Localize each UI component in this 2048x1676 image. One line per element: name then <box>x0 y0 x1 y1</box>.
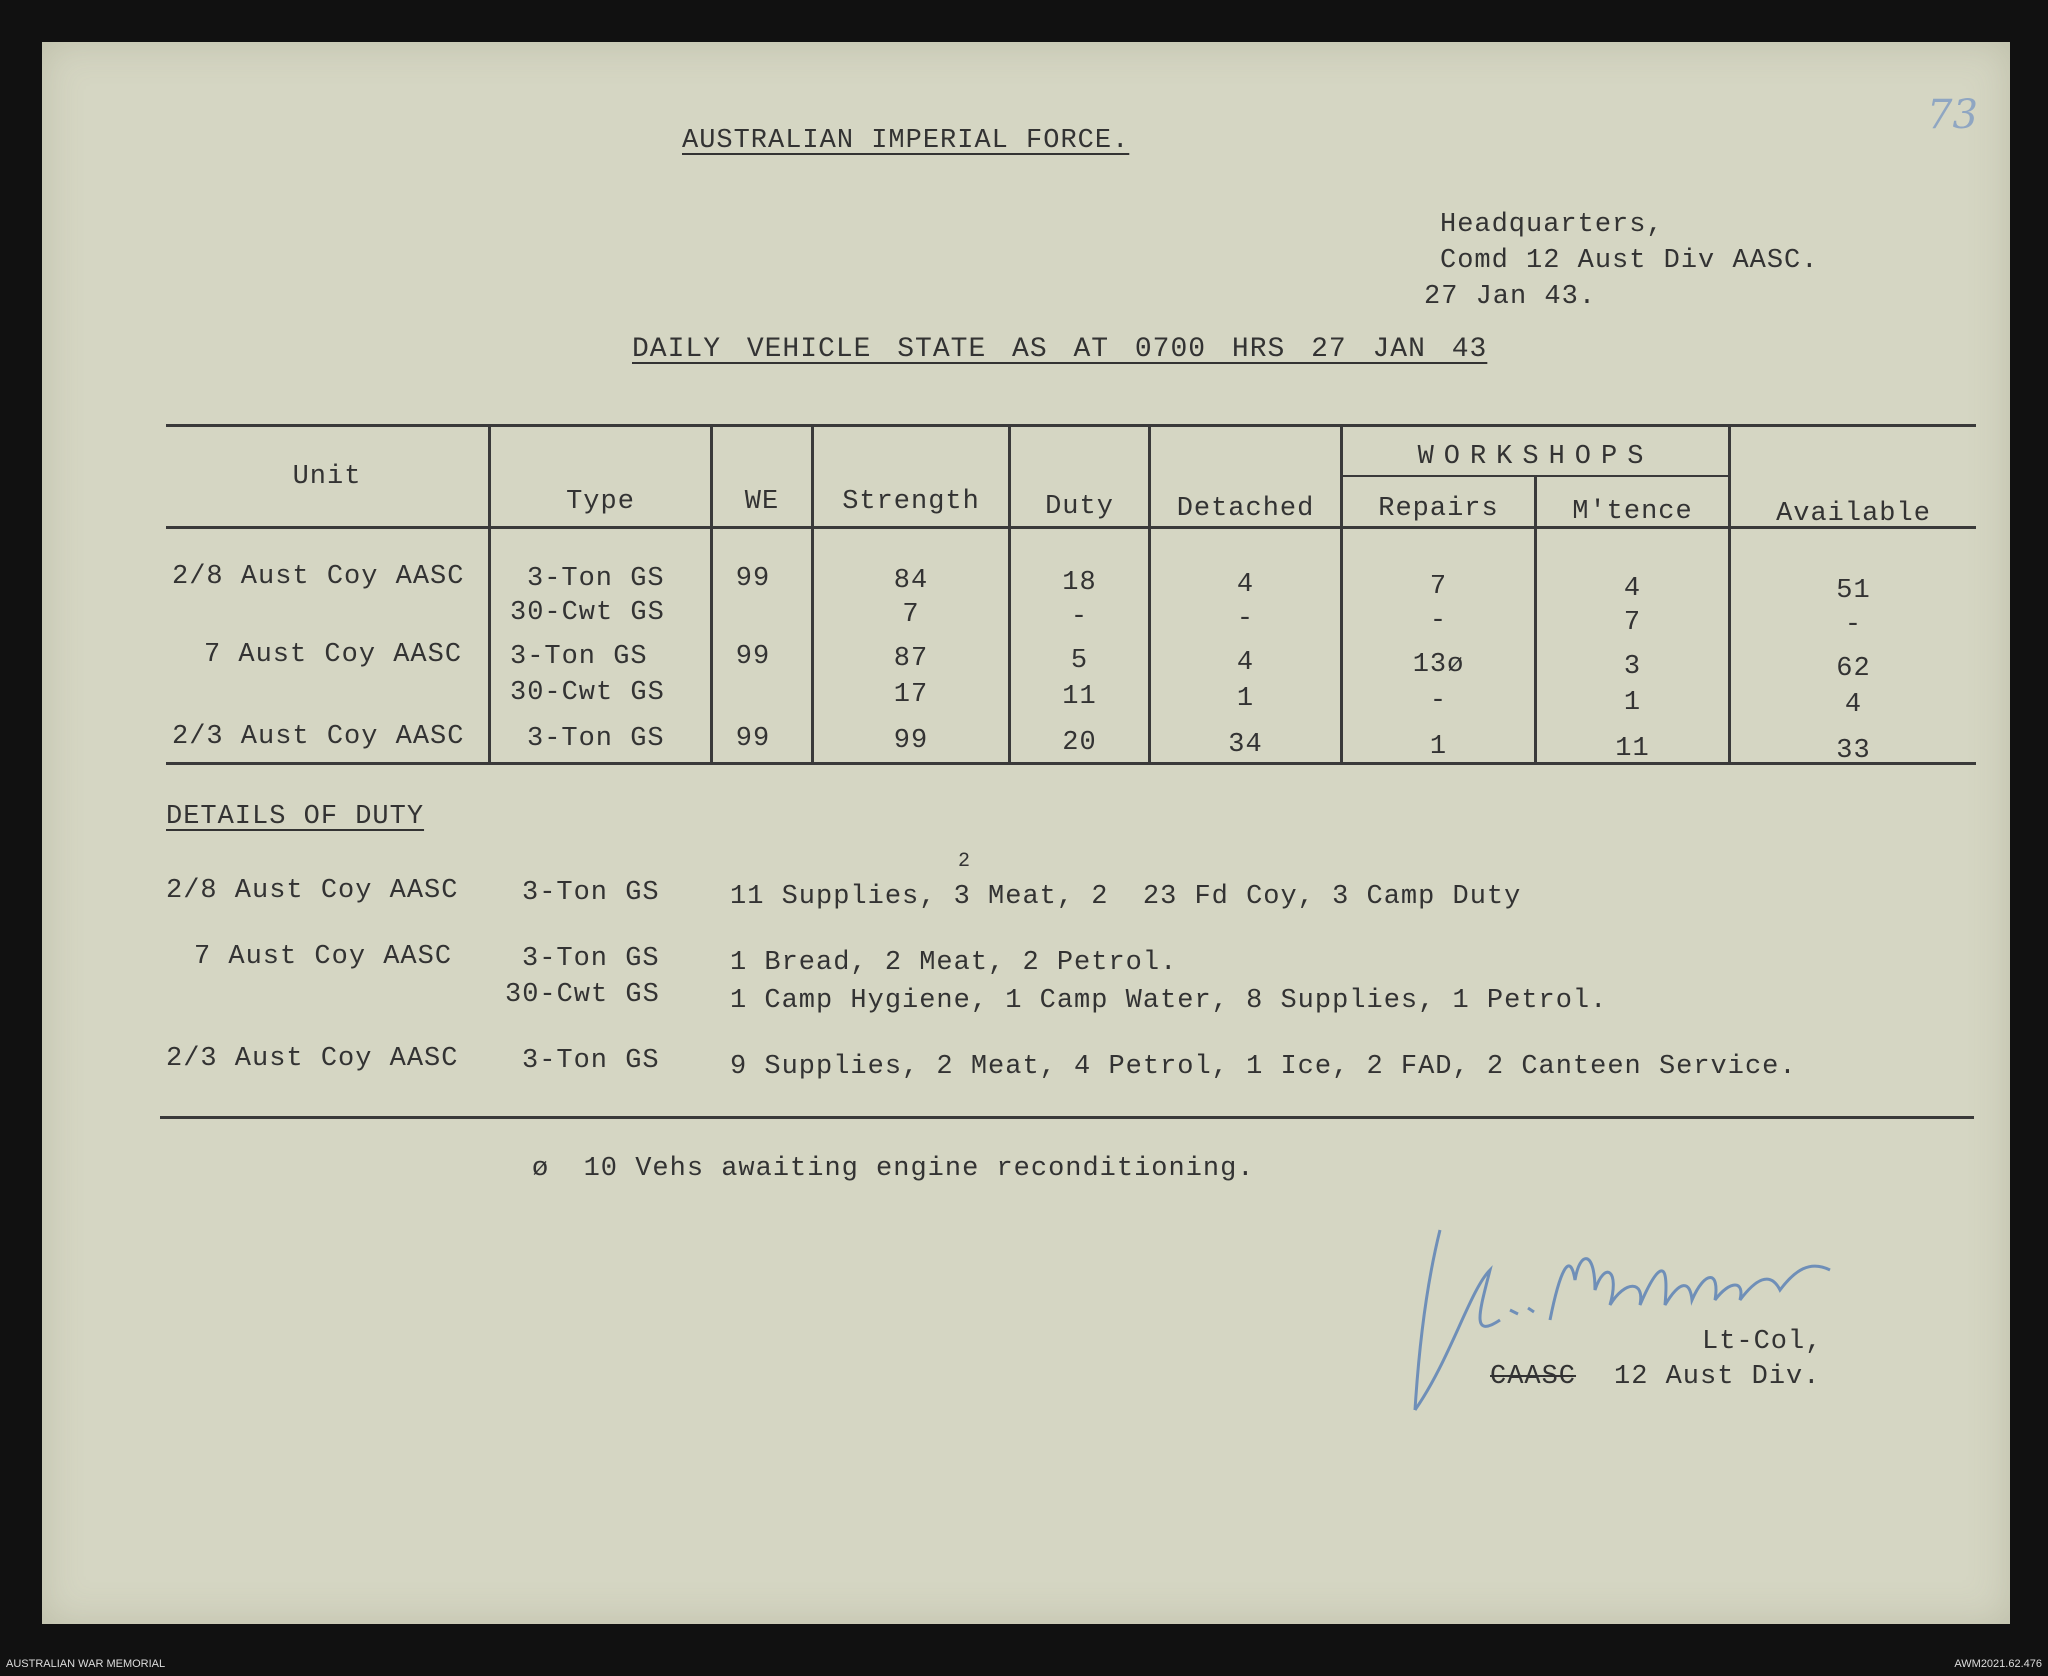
header-available: Available <box>1776 499 1931 529</box>
row-detached: 34 <box>1228 730 1263 760</box>
details-text: 1 Bread, 2 Meat, 2 Petrol. <box>730 948 1178 978</box>
row-available: 4 <box>1844 690 1863 720</box>
address-line-2: Comd 12 Aust Div AASC. <box>1440 246 1819 276</box>
details-heading: DETAILS OF DUTY <box>166 802 425 832</box>
details-type: 3-Ton GS <box>522 878 660 908</box>
row-available: 33 <box>1836 736 1871 766</box>
row-unit: 7 Aust Coy AASC <box>204 640 463 670</box>
row-type: 3-Ton GS <box>527 564 665 594</box>
row-strength: 87 <box>893 644 929 674</box>
document-title: AUSTRALIAN IMPERIAL FORCE. <box>682 126 1130 156</box>
signature-appointment: CAASC <box>1490 1362 1577 1392</box>
details-text: 9 Supplies, 2 Meat, 4 Petrol, 1 Ice, 2 FAD, 2 Canteen Service. <box>730 1052 1797 1082</box>
row-detached: 4 <box>1236 570 1255 600</box>
row-mtence: 1 <box>1623 688 1642 718</box>
row-repairs: - <box>1429 606 1448 636</box>
row-strength: 7 <box>902 600 920 630</box>
header-detached: Detached <box>1176 494 1315 524</box>
address-date: 27 Jan 43. <box>1424 282 1597 312</box>
row-duty: 20 <box>1062 728 1097 758</box>
details-bottom-rule <box>160 1116 1974 1119</box>
row-duty: 18 <box>1062 568 1097 598</box>
row-repairs: 13ø <box>1412 650 1465 680</box>
row-duty: 11 <box>1062 682 1097 712</box>
details-text: 11 Supplies, 3 Meat, 2 23 Fd Coy, 3 Camp Duty <box>730 882 1522 912</box>
row-mtence: 7 <box>1623 608 1642 638</box>
header-repairs: Repairs <box>1378 494 1499 524</box>
footnote: ø 10 Vehs awaiting engine reconditioning. <box>532 1154 1255 1184</box>
row-available: 51 <box>1836 576 1871 606</box>
details-type: 3-Ton GS <box>522 944 660 974</box>
row-detached: 1 <box>1236 684 1255 714</box>
row-mtence: 11 <box>1615 734 1650 764</box>
row-repairs: 7 <box>1429 572 1448 602</box>
row-mtence: 3 <box>1623 652 1642 682</box>
header-type: Type <box>566 487 635 517</box>
row-available: - <box>1844 610 1863 640</box>
row-unit: 2/8 Aust Coy AASC <box>172 562 465 592</box>
row-type: 30-Cwt GS <box>510 598 665 628</box>
header-unit: Unit <box>292 462 362 492</box>
row-repairs: 1 <box>1429 732 1448 762</box>
row-we: 99 <box>735 642 771 672</box>
details-type: 3-Ton GS <box>522 1046 660 1076</box>
row-duty: - <box>1070 602 1089 632</box>
row-unit: 2/3 Aust Coy AASC <box>172 722 465 752</box>
row-strength: 99 <box>893 726 929 756</box>
details-unit: 7 Aust Coy AASC <box>194 942 453 972</box>
signature-formation: 12 Aust Div. <box>1614 1362 1821 1392</box>
row-detached: - <box>1236 604 1255 634</box>
row-available: 62 <box>1836 654 1871 684</box>
document-subtitle: DAILY VEHICLE STATE AS AT 0700 HRS 27 JAN 43 <box>632 334 1488 365</box>
handwritten-signature <box>1410 1210 1910 1450</box>
row-repairs: - <box>1429 686 1448 716</box>
details-type: 30-Cwt GS <box>505 980 660 1010</box>
row-type: 30-Cwt GS <box>510 678 665 708</box>
address-line-1: Headquarters, <box>1440 210 1664 240</box>
row-mtence: 4 <box>1623 574 1642 604</box>
row-strength: 17 <box>893 680 929 710</box>
header-workshops: WORKSHOPS <box>1417 442 1654 472</box>
row-detached: 4 <box>1236 648 1255 678</box>
header-mtence: M'tence <box>1572 497 1693 527</box>
table-top-rule <box>166 424 1976 427</box>
row-type: 3-Ton GS <box>510 642 648 672</box>
row-strength: 84 <box>893 566 929 596</box>
column-divider <box>710 426 713 762</box>
row-duty: 5 <box>1070 646 1089 676</box>
header-duty: Duty <box>1045 492 1114 522</box>
header-strength: Strength <box>842 487 980 517</box>
row-we: 99 <box>735 724 771 754</box>
archive-label-left: AUSTRALIAN WAR MEMORIAL <box>6 1658 166 1670</box>
signature-rank: Lt-Col, <box>1702 1327 1823 1357</box>
page-number-mark: 73 <box>1927 92 1978 138</box>
details-unit: 2/3 Aust Coy AASC <box>166 1044 459 1074</box>
details-text: 1 Camp Hygiene, 1 Camp Water, 8 Supplies, 1 Petrol. <box>730 986 1608 1016</box>
row-we: 99 <box>735 564 771 594</box>
handwritten-correction: 2 <box>958 850 972 873</box>
details-unit: 2/8 Aust Coy AASC <box>166 876 459 906</box>
header-we: WE <box>744 487 780 517</box>
row-type: 3-Ton GS <box>527 724 665 754</box>
archive-label-right: AWM2021.62.476 <box>1954 1658 2042 1670</box>
column-divider <box>488 426 491 762</box>
